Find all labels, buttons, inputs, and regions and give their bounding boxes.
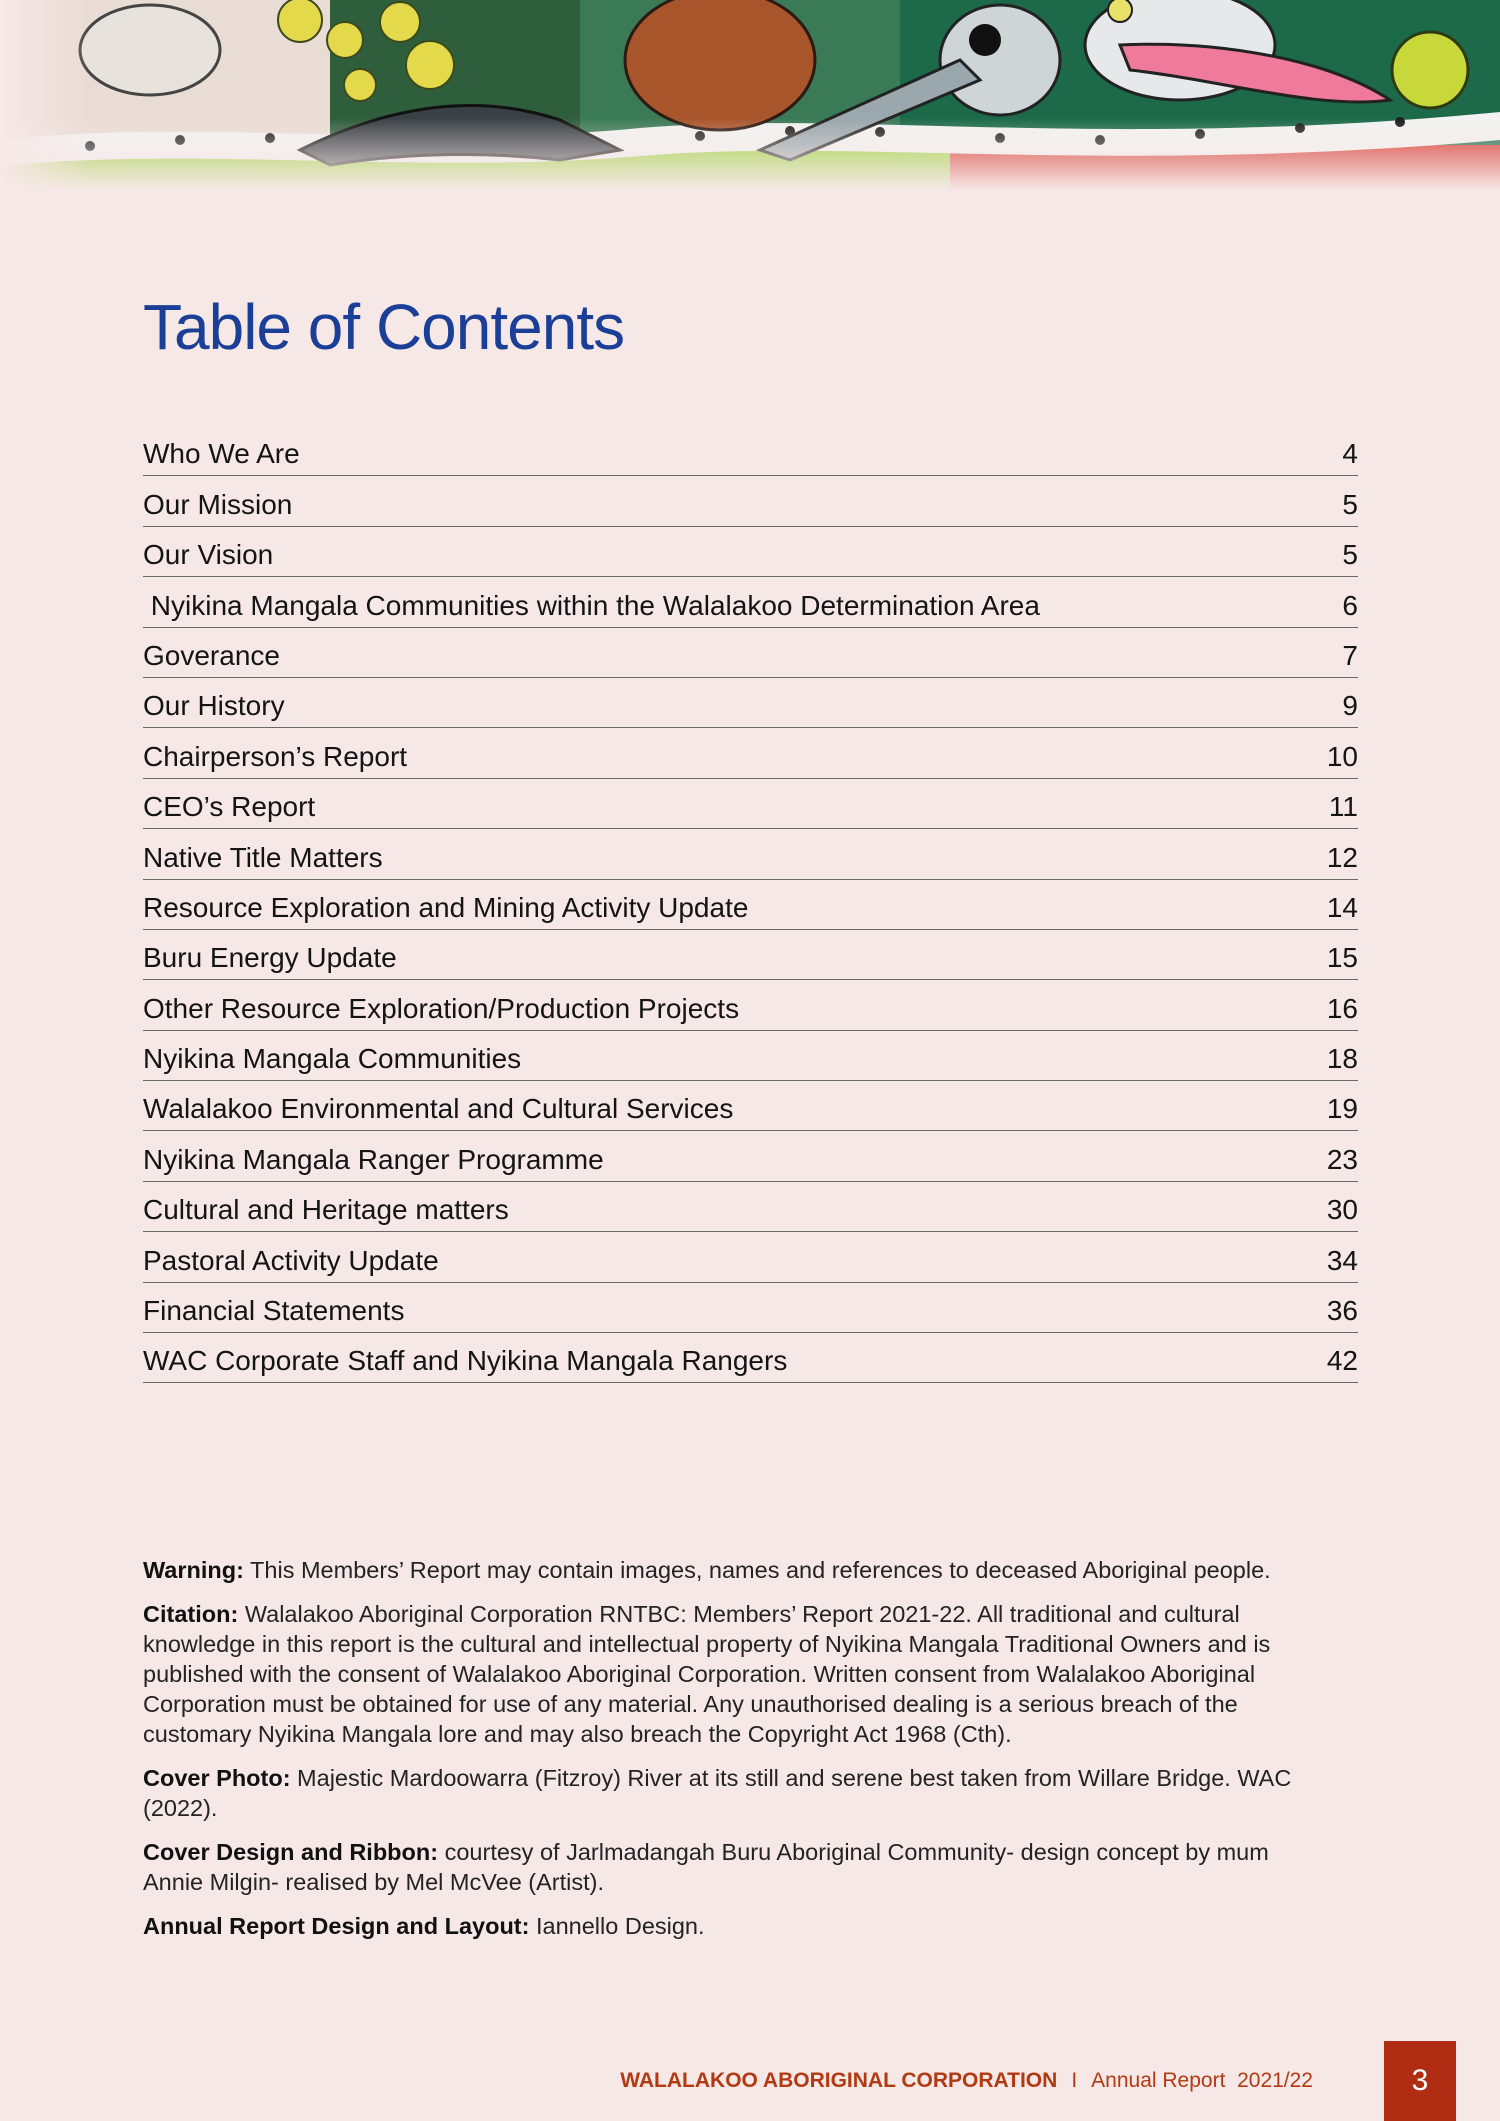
citation-text: Walalakoo Aboriginal Corporation RNTBC: Members’ Report 2021-22. All traditional and cultural knowledge in this report is the cultural and intellectual property of Nyikina Mangala Traditional Owners and is published with the consent of Walalakoo Aboriginal Corporation. Written consent from Walalakoo Aboriginal Corporation must be obtained for use of any material. Any unauthorised dealing is a serious breach of the customary Nyikina Mangala lore and may also breach the Copyright Act 1968 (Cth). [143, 1601, 1271, 1747]
cover-design-note [143, 1837, 1323, 1897]
toc-entry-page: 36 [1326, 1295, 1358, 1327]
toc-entry[interactable] [143, 628, 1358, 678]
toc-entry[interactable] [143, 880, 1358, 930]
header-artwork-banner [0, 0, 1500, 190]
toc-list [143, 426, 1358, 1383]
warning-note [143, 1555, 1323, 1585]
toc-entry-page: 34 [1326, 1244, 1358, 1276]
footer-organisation: WALALAKOO ABORIGINAL CORPORATION [620, 2069, 1058, 2092]
toc-entry-label: Nyikina Mangala Ranger Programme [143, 1143, 604, 1175]
toc-entry[interactable] [143, 527, 1358, 577]
toc-entry[interactable] [143, 1182, 1358, 1232]
toc-entry[interactable] [143, 930, 1358, 980]
toc-entry-page: 11 [1328, 791, 1358, 823]
toc-entry-label: WAC Corporate Staff and Nyikina Mangala Rangers [143, 1345, 788, 1377]
warning-label: Warning: [143, 1557, 244, 1583]
toc-entry-page: 23 [1326, 1143, 1358, 1175]
toc-entry[interactable] [143, 1283, 1358, 1333]
toc-entry-label: Pastoral Activity Update [143, 1244, 439, 1276]
toc-entry-label: Chairperson’s Report [143, 740, 408, 772]
toc-entry-page: 14 [1326, 891, 1358, 923]
toc-entry-page: 30 [1326, 1194, 1358, 1226]
toc-entry-label: Resource Exploration and Mining Activity Update [143, 891, 749, 923]
toc-entry[interactable] [143, 678, 1358, 728]
toc-entry-label: Who We Are [143, 438, 300, 470]
toc-entry[interactable] [143, 577, 1358, 627]
toc-entry-page: 18 [1326, 1043, 1358, 1075]
toc-entry-page: 6 [1342, 589, 1358, 621]
toc-entry-label: Cultural and Heritage matters [143, 1194, 509, 1226]
layout-note [143, 1911, 1323, 1941]
cover-design-label: Cover Design and Ribbon: [143, 1839, 439, 1865]
layout-text: Iannello Design. [529, 1913, 705, 1939]
page-footer [620, 2069, 1313, 2093]
toc-entry-label: Our Vision [143, 539, 274, 571]
toc-entry-label: Our Mission [143, 488, 293, 520]
footer-separator: I [1071, 2069, 1078, 2092]
toc-entry-label: Financial Statements [143, 1295, 405, 1327]
cover-photo-text: Majestic Mardoowarra (Fitzroy) River at its still and serene best taken from Willare Bridge. WAC (2022). [143, 1765, 1292, 1821]
toc-entry[interactable] [143, 426, 1358, 476]
page-number: 3 [1411, 2064, 1429, 2097]
toc-entry-label: Walalakoo Environmental and Cultural Services [143, 1093, 734, 1125]
layout-label: Annual Report Design and Layout: [143, 1913, 530, 1939]
cover-photo-note [143, 1763, 1323, 1823]
toc-entry[interactable] [143, 476, 1358, 526]
toc-entry-page: 19 [1326, 1093, 1358, 1125]
toc-entry[interactable] [143, 1131, 1358, 1181]
toc-entry-label: Nyikina Mangala Communities [143, 1043, 522, 1075]
toc-entry[interactable] [143, 779, 1358, 829]
banner-artwork [0, 0, 1500, 190]
toc-entry-page: 10 [1326, 740, 1358, 772]
cover-design-text: courtesy of Jarlmadangah Buru Aboriginal Community- design concept by mum Annie Milgin- realised by Mel McVee (Artist). [143, 1839, 1269, 1895]
toc-entry-page: 15 [1326, 942, 1358, 974]
toc-entry-page: 42 [1326, 1345, 1358, 1377]
toc-entry-label: Buru Energy Update [143, 942, 397, 974]
toc-entry-label: CEO’s Report [143, 791, 316, 823]
toc-entry[interactable] [143, 1031, 1358, 1081]
toc-entry[interactable] [143, 980, 1358, 1030]
toc-entry-page: 9 [1342, 690, 1358, 722]
toc-entry[interactable] [143, 1081, 1358, 1131]
citation-note [143, 1599, 1323, 1749]
toc-entry[interactable] [143, 728, 1358, 778]
toc-entry-label: Other Resource Exploration/Production Projects [143, 992, 740, 1024]
page-title: Table of Contents [143, 291, 625, 363]
toc-entry-page: 16 [1326, 992, 1358, 1024]
cover-photo-label: Cover Photo: [143, 1765, 291, 1791]
page-number-badge [1384, 2041, 1456, 2121]
report-notes [143, 1555, 1323, 1955]
footer-report-title: Annual Report 2021/22 [1091, 2069, 1313, 2092]
toc-entry-page: 5 [1342, 488, 1358, 520]
toc-entry-label: Native Title Matters [143, 841, 383, 873]
toc-entry-label: Nyikina Mangala Communities within the Walalakoo Determination Area [143, 589, 1040, 621]
toc-entry-page: 7 [1342, 639, 1358, 671]
toc-entry[interactable] [143, 829, 1358, 879]
warning-text: This Members’ Report may contain images, names and references to deceased Aboriginal people. [243, 1557, 1271, 1583]
toc-entry-page: 4 [1342, 438, 1358, 470]
toc-entry-label: Goverance [143, 639, 280, 671]
toc-entry-label: Our History [143, 690, 285, 722]
toc-entry[interactable] [143, 1232, 1358, 1282]
toc-entry-page: 5 [1342, 539, 1358, 571]
citation-label: Citation: [143, 1601, 239, 1627]
toc-entry-page: 12 [1326, 841, 1358, 873]
toc-entry[interactable] [143, 1333, 1358, 1383]
